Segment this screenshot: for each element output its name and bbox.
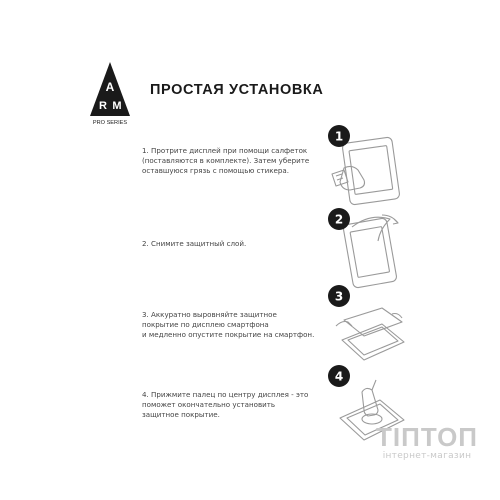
peel-film-icon	[322, 205, 414, 289]
step-2-badge: 2	[334, 212, 344, 227]
step-3-line: покрытие по дисплею смартфона	[142, 319, 269, 329]
step-4-line: защитное покрытие.	[142, 409, 220, 419]
store-watermark	[376, 423, 478, 461]
page-title: ПРОСТАЯ УСТАНОВКА	[150, 82, 324, 98]
step-3-line: 3. Аккуратно выровняйте защитное	[142, 310, 277, 319]
step-1-line: оставшуюся грязь с помощью стикера.	[142, 165, 289, 175]
logo-series: PRO SERIES	[92, 120, 128, 126]
step-2-line: 2. Снимите защитный слой.	[142, 239, 247, 248]
step-1-text	[142, 146, 332, 175]
step-1-line: (поставляются в комплекте). Затем уберите	[142, 155, 310, 165]
watermark-subtitle: інтернет-магазин	[382, 451, 472, 461]
step-1-badge: 1	[334, 129, 344, 144]
align-film-icon	[322, 282, 414, 366]
step-4-text	[142, 390, 332, 419]
step-3-badge: 3	[334, 289, 344, 304]
logo-letter-a: A	[105, 80, 115, 94]
step-3-text	[142, 310, 332, 339]
logo-letter-m: M	[112, 100, 122, 112]
step-2-text	[142, 239, 332, 249]
step-4-badge: 4	[334, 369, 344, 384]
step-1-line: 1. Протрите дисплей при помощи салфеток	[142, 146, 308, 155]
watermark-brand: ТІПТОП	[376, 422, 478, 452]
step-4-line: 4. Прижмите палец по центру дисплея - это	[142, 390, 309, 399]
arm-logo	[88, 60, 132, 126]
step-4-line: поможет окончательно установить	[142, 399, 276, 409]
logo-letter-r: R	[99, 100, 107, 112]
step-3-line: и медленно опустите покрытие на смартфон.	[142, 329, 315, 339]
wipe-phone-icon	[322, 122, 414, 206]
